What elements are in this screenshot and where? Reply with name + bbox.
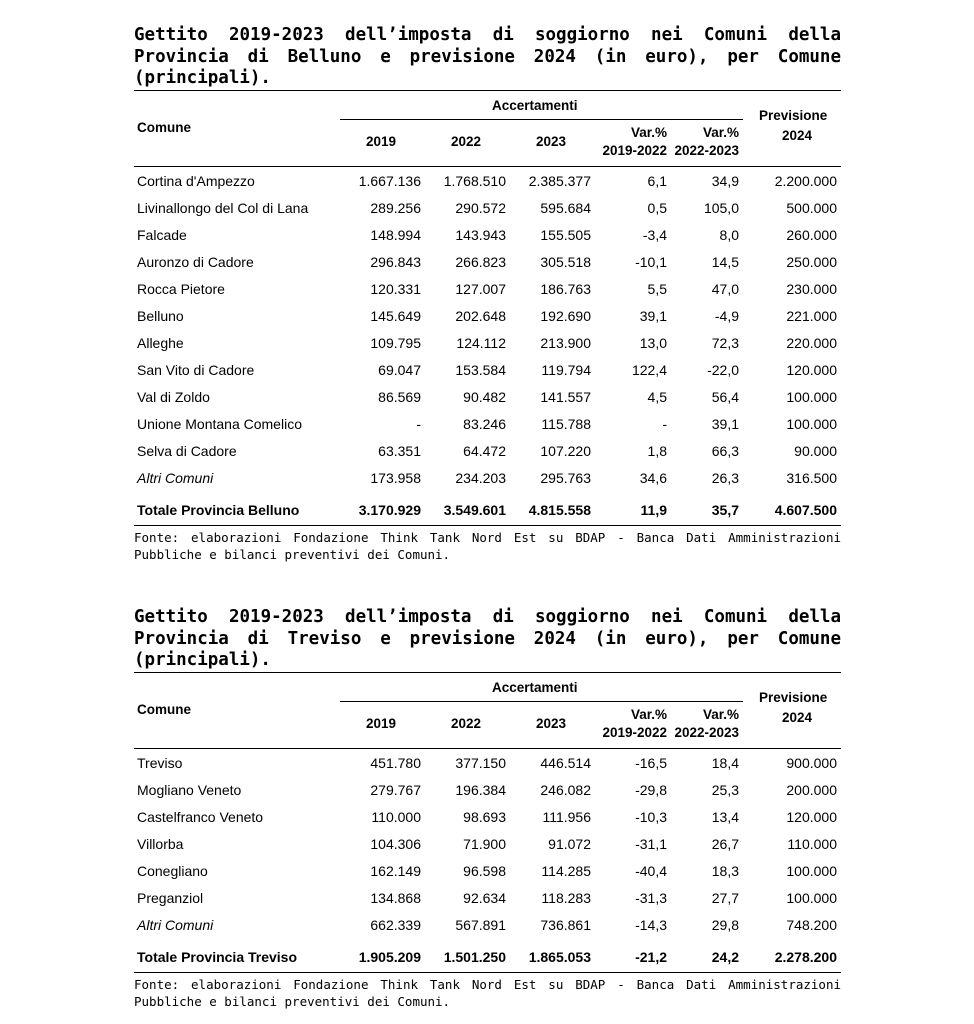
header-2023: 2023 (536, 715, 567, 731)
table-row (134, 885, 841, 912)
cell-v2022: 202.648 (455, 307, 506, 324)
cell-var2: 47,0 (711, 280, 739, 297)
cell-v2023: 115.788 (541, 415, 591, 432)
cell-v2019: 296.843 (370, 253, 421, 270)
cell-var2: 26,3 (711, 469, 739, 486)
cell-v2019: 110.000 (371, 808, 421, 825)
header-previsione-year: 2024 (782, 127, 813, 143)
cell-prev: 4.607.500 (774, 501, 837, 518)
cell-v2019: 120.331 (370, 280, 421, 297)
cell-v2022: 83.246 (463, 415, 506, 432)
cell-v2023: 118.283 (541, 889, 591, 906)
cell-v2023: 155.505 (540, 226, 591, 243)
comune-name: Mogliano Veneto (137, 781, 242, 798)
header-2019: 2019 (366, 133, 397, 149)
cell-v2023: 305.518 (540, 253, 591, 270)
cell-v2023: 213.900 (540, 334, 591, 351)
table-header (134, 673, 841, 749)
cell-v2019: 662.339 (370, 916, 421, 933)
cell-var1: 34,6 (639, 469, 667, 486)
cell-v2022: 92.634 (463, 889, 506, 906)
cell-v2022: 64.472 (463, 442, 506, 459)
cell-var1: -3,4 (642, 226, 667, 243)
comune-name: Unione Montana Comelico (137, 415, 302, 432)
cell-var1: 5,5 (647, 280, 667, 297)
table-row (134, 330, 841, 357)
cell-v2019: 1.667.136 (358, 172, 421, 189)
cell-var1: -21,2 (635, 948, 667, 965)
total-row (134, 497, 841, 526)
cell-var1: 0,5 (647, 199, 667, 216)
cell-prev: 900.000 (786, 754, 837, 771)
cell-var2: 27,7 (711, 889, 739, 906)
source-note: Fonte: elaborazioni Fondazione Think Tank Nord Est su BDAP - Banca Dati Amministrazioni Pubbliche e bilanci preventivi dei Comuni. (134, 529, 841, 562)
cell-var2: 35,7 (711, 501, 739, 518)
cell-v2023: 295.763 (540, 469, 591, 486)
header-var1-period: 2019-2022 (602, 142, 667, 158)
cell-var2: 18,3 (711, 862, 739, 879)
cell-var1: -29,8 (635, 781, 667, 798)
cell-v2022: 96.598 (463, 862, 506, 879)
comune-name: Alleghe (137, 334, 184, 351)
cell-v2023: 2.385.377 (528, 172, 591, 189)
table-row (134, 222, 841, 249)
cell-v2023: 186.763 (540, 280, 591, 297)
table-title: Gettito 2019-2023 dell’imposta di soggiorno nei Comuni della Provincia di Treviso e previsione 2024 (in euro), per Comune (principali). (134, 607, 841, 670)
cell-prev: 100.000 (786, 889, 837, 906)
cell-v2023: 114.285 (541, 862, 591, 879)
data-table (134, 672, 841, 973)
cell-v2019: 3.170.929 (358, 501, 421, 518)
cell-prev: 2.200.000 (774, 172, 837, 189)
treviso-section (134, 607, 841, 1010)
cell-var2: 26,7 (711, 835, 739, 852)
comune-name: Val di Zoldo (137, 388, 210, 405)
accertamenti-rule (340, 119, 743, 120)
cell-v2019: 1.905.209 (358, 948, 421, 965)
data-table (134, 90, 841, 526)
cell-var1: -31,1 (635, 835, 667, 852)
table-header (134, 91, 841, 167)
cell-v2019: 109.795 (370, 334, 421, 351)
comune-name: Treviso (137, 754, 183, 771)
cell-var1: -14,3 (635, 916, 667, 933)
comune-name: Preganziol (137, 889, 204, 906)
cell-v2022: 71.900 (463, 835, 506, 852)
cell-var2: 39,1 (711, 415, 739, 432)
table-row (134, 831, 841, 858)
cell-var1: -10,3 (635, 808, 667, 825)
cell-var2: 24,2 (711, 948, 739, 965)
cell-v2022: 90.482 (463, 388, 506, 405)
cell-var2: 66,3 (711, 442, 739, 459)
cell-v2019: 134.868 (370, 889, 421, 906)
cell-v2019: 279.767 (370, 781, 421, 798)
comune-name: Totale Provincia Belluno (137, 501, 300, 518)
cell-v2019: 145.649 (370, 307, 421, 324)
comune-name: Altri Comuni (137, 469, 214, 486)
cell-v2022: 290.572 (455, 199, 506, 216)
cell-var1: 122,4 (631, 361, 667, 378)
table-row (134, 357, 841, 384)
cell-var1: - (662, 415, 667, 432)
cell-var2: 8,0 (719, 226, 739, 243)
cell-v2022: 153.584 (455, 361, 506, 378)
header-previsione: Previsione (759, 107, 828, 123)
comune-name: Rocca Pietore (137, 280, 225, 297)
cell-v2023: 246.082 (540, 781, 591, 798)
cell-var2: 56,4 (711, 388, 739, 405)
cell-v2023: 4.815.558 (528, 501, 591, 518)
cell-v2022: 3.549.601 (443, 501, 506, 518)
cell-v2019: 451.780 (370, 754, 421, 771)
cell-var2: 72,3 (711, 334, 739, 351)
cell-prev: 120.000 (786, 808, 837, 825)
source-note: Fonte: elaborazioni Fondazione Think Tank Nord Est su BDAP - Banca Dati Amministrazioni Pubbliche e bilanci preventivi dei Comuni. (134, 976, 841, 1009)
cell-var1: 1,8 (647, 442, 667, 459)
cell-prev: 500.000 (786, 199, 837, 216)
cell-v2022: 1.501.250 (443, 948, 506, 965)
header-previsione-year: 2024 (782, 709, 813, 725)
table-row (134, 384, 841, 411)
table-row (134, 438, 841, 465)
cell-prev: 221.000 (786, 307, 837, 324)
cell-v2019: 69.047 (378, 361, 421, 378)
cell-var2: -4,9 (714, 307, 739, 324)
comune-name: San Vito di Cadore (137, 361, 255, 378)
cell-v2019: 63.351 (378, 442, 421, 459)
cell-v2019: 86.569 (378, 388, 421, 405)
cell-prev: 90.000 (794, 442, 837, 459)
table-row (134, 804, 841, 831)
comune-name: Auronzo di Cadore (137, 253, 254, 270)
cell-var1: -10,1 (635, 253, 667, 270)
cell-v2023: 736.861 (540, 916, 591, 933)
table-row (134, 858, 841, 885)
cell-v2019: 173.958 (370, 469, 421, 486)
cell-prev: 120.000 (786, 361, 837, 378)
cell-v2023: 595.684 (540, 199, 591, 216)
header-2022: 2022 (451, 133, 482, 149)
comune-name: Castelfranco Veneto (137, 808, 264, 825)
cell-var1: -16,5 (635, 754, 667, 771)
comune-name: Belluno (137, 307, 184, 324)
header-var2-label: Var.% (702, 124, 739, 140)
cell-v2023: 111.956 (542, 808, 591, 825)
cell-v2023: 446.514 (540, 754, 591, 771)
cell-v2022: 377.150 (455, 754, 506, 771)
header-var1-period: 2019-2022 (602, 724, 667, 740)
cell-v2022: 266.823 (455, 253, 506, 270)
cell-v2023: 91.072 (548, 835, 591, 852)
cell-prev: 220.000 (786, 334, 837, 351)
cell-v2019: 162.149 (370, 862, 421, 879)
header-comune: Comune (137, 119, 191, 135)
table-row (134, 303, 841, 330)
cell-v2022: 196.384 (455, 781, 506, 798)
header-var2-period: 2022-2023 (674, 142, 739, 158)
header-2022: 2022 (451, 715, 482, 731)
cell-var1: -31,3 (635, 889, 667, 906)
cell-prev: 2.278.200 (774, 948, 837, 965)
cell-v2019: 148.994 (370, 226, 421, 243)
table-row (134, 168, 841, 195)
cell-v2022: 567.891 (455, 916, 506, 933)
header-accertamenti: Accertamenti (492, 97, 578, 113)
cell-v2022: 98.693 (463, 808, 506, 825)
cell-var2: 14,5 (711, 253, 739, 270)
header-var2-label: Var.% (702, 706, 739, 722)
cell-v2022: 234.203 (455, 469, 506, 486)
cell-v2019: 104.306 (370, 835, 421, 852)
cell-v2023: 192.690 (540, 307, 591, 324)
table-row (134, 465, 841, 492)
cell-var2: 25,3 (711, 781, 739, 798)
header-previsione: Previsione (759, 689, 828, 705)
total-row (134, 944, 841, 973)
cell-prev: 316.500 (786, 469, 837, 486)
table-row (134, 276, 841, 303)
cell-prev: 110.000 (787, 835, 837, 852)
cell-v2023: 119.794 (541, 361, 591, 378)
cell-prev: 748.200 (786, 916, 837, 933)
header-var2-period: 2022-2023 (674, 724, 739, 740)
comune-name: Cortina d'Ampezzo (137, 172, 255, 189)
accertamenti-rule (340, 701, 743, 702)
cell-var1: 13,0 (639, 334, 667, 351)
header-accertamenti: Accertamenti (492, 679, 578, 695)
cell-prev: 100.000 (786, 415, 837, 432)
table-row (134, 411, 841, 438)
cell-v2022: 143.943 (455, 226, 506, 243)
comune-name: Falcade (137, 226, 187, 243)
cell-prev: 100.000 (786, 862, 837, 879)
cell-var2: 13,4 (711, 808, 739, 825)
cell-v2022: 127.007 (455, 280, 506, 297)
comune-name: Villorba (137, 835, 184, 852)
cell-var1: 39,1 (639, 307, 667, 324)
header-comune: Comune (137, 701, 191, 717)
cell-var2: 18,4 (711, 754, 739, 771)
header-var1-label: Var.% (630, 124, 667, 140)
comune-name: Conegliano (137, 862, 208, 879)
header-2023: 2023 (536, 133, 567, 149)
cell-v2023: 107.220 (540, 442, 591, 459)
cell-prev: 230.000 (786, 280, 837, 297)
cell-prev: 260.000 (786, 226, 837, 243)
comune-name: Altri Comuni (137, 916, 214, 933)
cell-prev: 200.000 (786, 781, 837, 798)
cell-var1: 11,9 (640, 501, 667, 518)
cell-var2: 105,0 (703, 199, 739, 216)
cell-v2019: 289.256 (370, 199, 421, 216)
cell-v2022: 1.768.510 (443, 172, 506, 189)
table-row (134, 195, 841, 222)
table-row (134, 777, 841, 804)
table-row (134, 912, 841, 939)
cell-prev: 250.000 (786, 253, 837, 270)
cell-var1: 6,1 (647, 172, 667, 189)
comune-name: Selva di Cadore (137, 442, 237, 459)
cell-v2023: 1.865.053 (528, 948, 591, 965)
belluno-section (134, 25, 841, 563)
cell-prev: 100.000 (786, 388, 837, 405)
table-row (134, 750, 841, 777)
cell-var2: 29,8 (711, 916, 739, 933)
cell-var2: -22,0 (707, 361, 739, 378)
comune-name: Livinallongo del Col di Lana (137, 199, 309, 216)
table-row (134, 249, 841, 276)
header-2019: 2019 (366, 715, 397, 731)
header-var1-label: Var.% (630, 706, 667, 722)
cell-v2023: 141.557 (540, 388, 591, 405)
cell-v2022: 124.112 (456, 334, 506, 351)
cell-var2: 34,9 (711, 172, 739, 189)
cell-var1: -40,4 (635, 862, 667, 879)
cell-v2019: - (416, 415, 421, 432)
comune-name: Totale Provincia Treviso (137, 948, 298, 965)
cell-var1: 4,5 (647, 388, 667, 405)
table-title: Gettito 2019-2023 dell’imposta di soggiorno nei Comuni della Provincia di Belluno e previsione 2024 (in euro), per Comune (principali). (134, 25, 841, 88)
